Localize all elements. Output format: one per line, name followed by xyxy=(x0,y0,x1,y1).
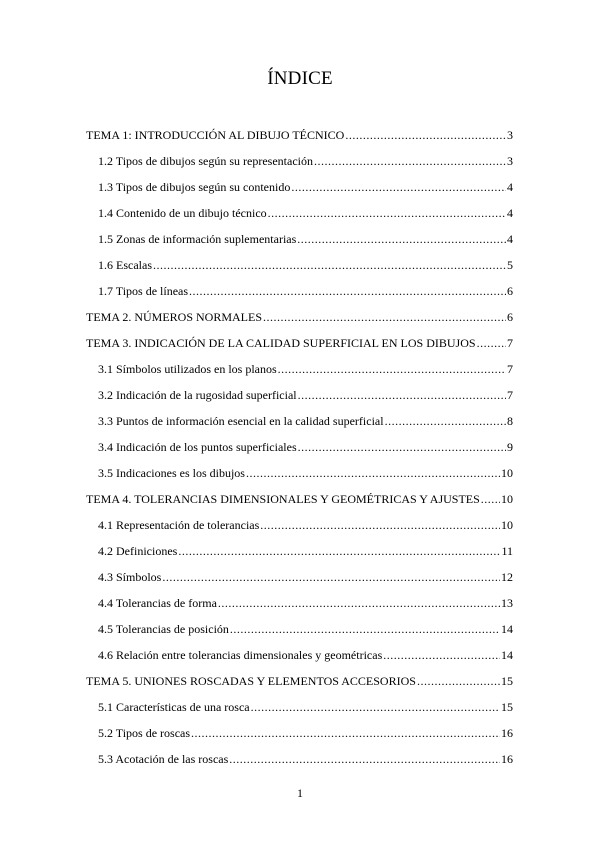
toc-entry-page: 5 xyxy=(507,258,513,272)
toc-entry-page: 6 xyxy=(507,310,513,324)
toc-leader xyxy=(278,356,506,382)
toc-entry-label: 1.5 Zonas de información suplementarias xyxy=(98,232,297,246)
toc-leader xyxy=(218,590,500,616)
toc-entry-label: TEMA 2. NÚMEROS NORMALES xyxy=(86,310,263,324)
toc-entry-page: 9 xyxy=(507,440,513,454)
toc-leader xyxy=(477,330,506,356)
toc-entry-label: 3.4 Indicación de los puntos superficiales xyxy=(98,440,297,454)
toc-entry-page: 15 xyxy=(501,674,513,688)
toc-entry[interactable] xyxy=(98,642,513,668)
toc-entry[interactable] xyxy=(98,590,513,616)
toc-leader xyxy=(291,174,506,200)
toc-leader xyxy=(189,278,506,304)
page-number: 1 xyxy=(297,786,303,800)
toc-title: ÍNDICE xyxy=(267,68,333,89)
toc-entry-page: 7 xyxy=(507,388,513,402)
toc-entry-page: 7 xyxy=(507,362,513,376)
toc-entry-label: 3.1 Símbolos utilizados en los planos xyxy=(98,362,277,376)
toc-leader xyxy=(297,226,506,252)
toc-leader xyxy=(417,668,500,694)
toc-entry-page: 7 xyxy=(507,336,513,350)
toc-entry-label: 1.3 Tipos de dibujos según su contenido xyxy=(98,180,291,194)
toc-entry[interactable] xyxy=(98,382,513,408)
toc-entry[interactable] xyxy=(86,668,513,694)
toc-entry[interactable] xyxy=(98,148,513,174)
toc-entry-label: TEMA 4. TOLERANCIAS DIMENSIONALES Y GEOMÉTRICAS Y AJUSTES xyxy=(86,492,480,506)
toc-entry[interactable] xyxy=(98,564,513,590)
toc-entry[interactable] xyxy=(98,694,513,720)
toc-leader xyxy=(153,252,506,278)
toc-leader xyxy=(229,746,500,772)
toc-entry-page: 3 xyxy=(507,128,513,142)
toc-entry-page: 10 xyxy=(501,466,513,480)
toc-entry-label: 5.2 Tipos de roscas xyxy=(98,726,191,740)
toc-leader xyxy=(314,148,506,174)
toc-entry-page: 10 xyxy=(501,518,513,532)
toc-entry-page: 4 xyxy=(507,232,513,246)
toc-leader xyxy=(162,564,500,590)
toc-entry-page: 3 xyxy=(507,154,513,168)
toc-entry-label: 1.6 Escalas xyxy=(98,258,152,272)
toc-entry-page: 8 xyxy=(507,414,513,428)
toc-entry[interactable] xyxy=(98,538,513,564)
toc-entry[interactable] xyxy=(86,486,513,512)
toc-entry-label: 5.3 Acotación de las roscas xyxy=(98,752,229,766)
toc-leader xyxy=(178,538,500,564)
table-of-contents xyxy=(0,122,600,772)
toc-entry-label: TEMA 1: INTRODUCCIÓN AL DIBUJO TÉCNICO xyxy=(86,128,345,142)
toc-entry-label: 3.3 Puntos de información esencial en la calidad superficial xyxy=(98,414,384,428)
toc-entry-label: TEMA 3. INDICACIÓN DE LA CALIDAD SUPERFICIAL EN LOS DIBUJOS xyxy=(86,336,476,350)
toc-entry-page: 11 xyxy=(501,544,513,558)
toc-leader xyxy=(246,460,500,486)
toc-entry-page: 14 xyxy=(501,622,513,636)
toc-entry-label: 3.5 Indicaciones es los dibujos xyxy=(98,466,245,480)
toc-entry-label: 1.4 Contenido de un dibujo técnico xyxy=(98,206,267,220)
toc-entry[interactable] xyxy=(86,304,513,330)
toc-leader xyxy=(268,200,506,226)
toc-entry-label: 4.4 Tolerancias de forma xyxy=(98,596,217,610)
toc-leader xyxy=(481,486,500,512)
toc-entry-page: 6 xyxy=(507,284,513,298)
toc-entry[interactable] xyxy=(98,512,513,538)
toc-entry-label: 5.1 Características de una rosca xyxy=(98,700,250,714)
toc-entry[interactable] xyxy=(98,174,513,200)
toc-entry[interactable] xyxy=(98,408,513,434)
toc-entry[interactable] xyxy=(98,226,513,252)
toc-entry[interactable] xyxy=(98,278,513,304)
toc-leader xyxy=(251,694,500,720)
toc-entry-label: 4.2 Definiciones xyxy=(98,544,178,558)
toc-entry-label: 4.1 Representación de tolerancias xyxy=(98,518,260,532)
toc-entry[interactable] xyxy=(98,720,513,746)
toc-leader xyxy=(263,304,506,330)
toc-entry-label: 3.2 Indicación de la rugosidad superficial xyxy=(98,388,297,402)
toc-entry-page: 16 xyxy=(501,752,513,766)
toc-entry-label: 4.5 Tolerancias de posición xyxy=(98,622,229,636)
toc-entry-page: 12 xyxy=(501,570,513,584)
toc-entry-page: 4 xyxy=(507,180,513,194)
toc-entry[interactable] xyxy=(98,356,513,382)
toc-entry-page: 13 xyxy=(501,596,513,610)
toc-entry-label: 1.7 Tipos de líneas xyxy=(98,284,189,298)
toc-leader xyxy=(191,720,500,746)
toc-entry-page: 10 xyxy=(501,492,513,506)
toc-entry[interactable] xyxy=(98,616,513,642)
toc-leader xyxy=(345,122,506,148)
toc-entry-page: 4 xyxy=(507,206,513,220)
toc-entry-page: 15 xyxy=(501,700,513,714)
toc-entry-label: 1.2 Tipos de dibujos según su representación xyxy=(98,154,313,168)
toc-entry[interactable] xyxy=(86,122,513,148)
toc-entry-label: 4.3 Símbolos xyxy=(98,570,162,584)
toc-entry-page: 14 xyxy=(501,648,513,662)
toc-entry[interactable] xyxy=(98,434,513,460)
toc-entry[interactable] xyxy=(98,460,513,486)
toc-leader xyxy=(298,434,506,460)
toc-leader xyxy=(260,512,500,538)
toc-leader xyxy=(230,616,500,642)
toc-entry[interactable] xyxy=(98,200,513,226)
toc-entry[interactable] xyxy=(86,330,513,356)
toc-entry-page: 16 xyxy=(501,726,513,740)
toc-entry-label: TEMA 5. UNIONES ROSCADAS Y ELEMENTOS ACCESORIOS xyxy=(86,674,416,688)
toc-entry[interactable] xyxy=(98,746,513,772)
toc-leader xyxy=(298,382,506,408)
toc-leader xyxy=(383,642,500,668)
toc-entry[interactable] xyxy=(98,252,513,278)
toc-entry-label: 4.6 Relación entre tolerancias dimensionales y geométricas xyxy=(98,648,383,662)
toc-leader xyxy=(385,408,506,434)
